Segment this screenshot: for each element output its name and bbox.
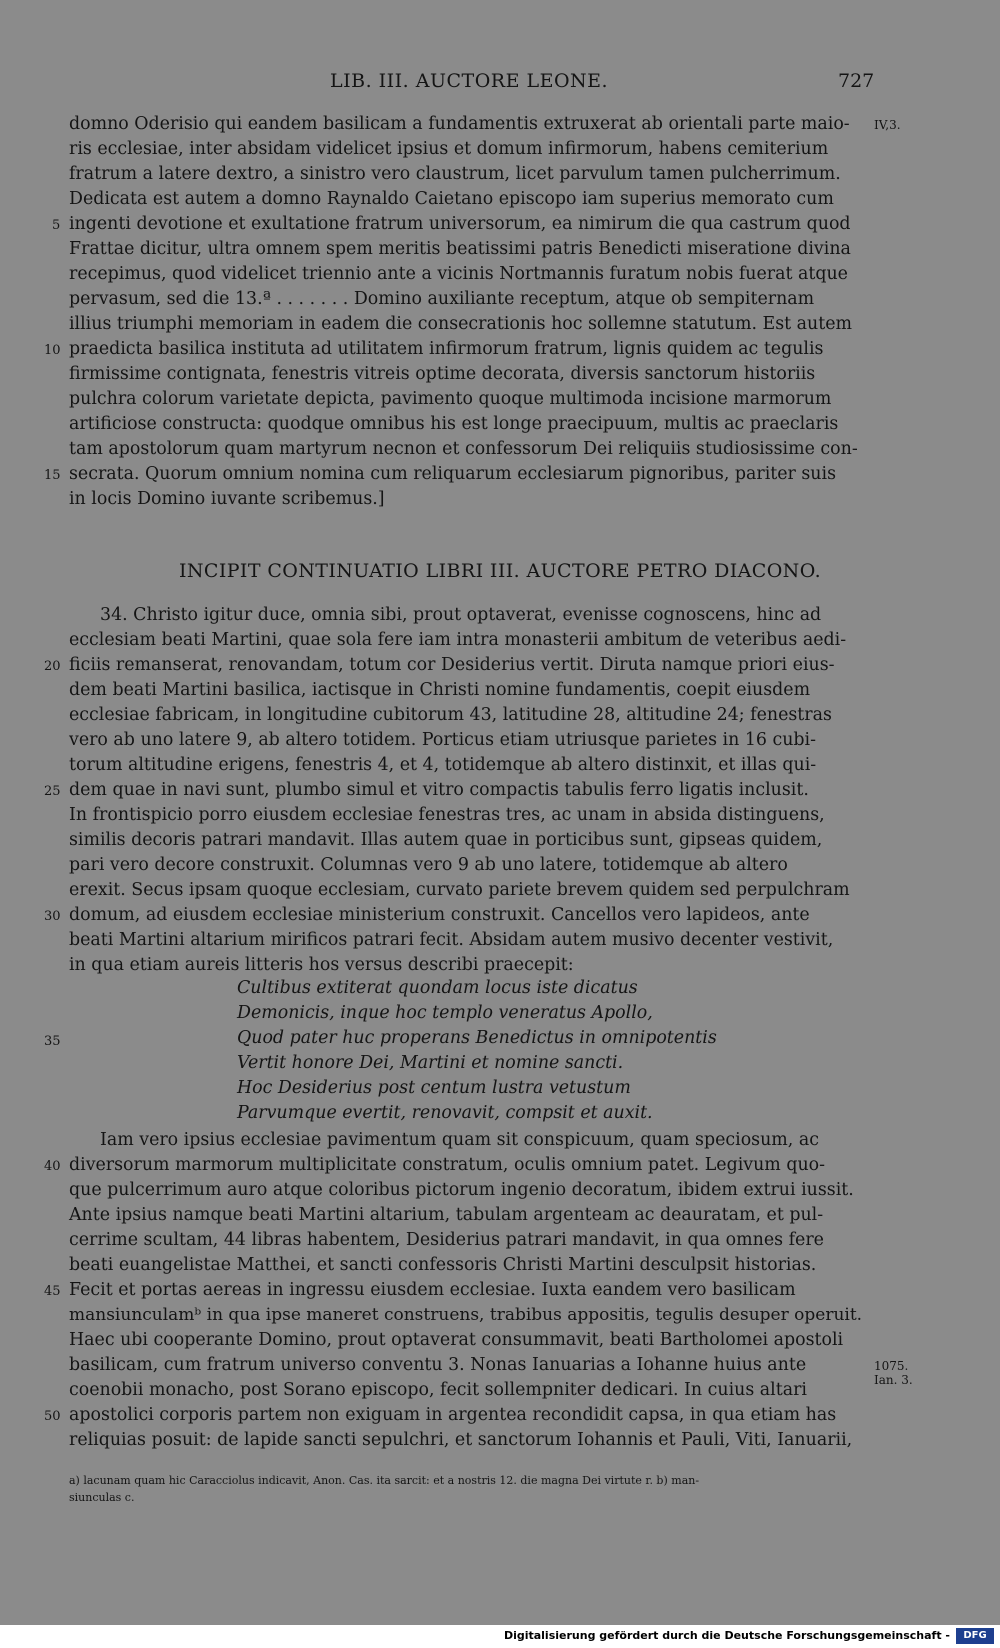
verse-line: Hoc Desiderius post centum lustra vetustum: [237, 1078, 631, 1098]
text-line: firmissime contignata, fenestris vitreis optime decorata, diversis sanctorum historiis: [69, 364, 816, 384]
text-line: ecclesiam beati Martini, quae sola fere iam intra monasterii ambitum de veteribus aedi-: [69, 630, 847, 650]
text-line: ecclesiae fabricam, in longitudine cubitorum 43, latitudine 28, altitudine 24; fenestras: [69, 705, 832, 725]
verse-line: Parvumque evertit, renovavit, compsit et auxit.: [237, 1103, 653, 1123]
line-number: 10: [44, 343, 61, 358]
line-number: 5: [52, 218, 61, 233]
verse-line: Vertit honore Dei, Martini et nomine sancti.: [237, 1053, 624, 1073]
text-line: illius triumphi memoriam in eadem die consecrationis hoc sollemne statutum. Est autem: [69, 314, 853, 334]
page-number: 727: [838, 70, 875, 92]
text-line: similis decoris patrari mandavit. Illas autem quae in porticibus sunt, gipseas quidem,: [69, 830, 823, 850]
text-line: 34. Christo igitur duce, omnia sibi, prout optaverat, evenisse cognoscens, hinc ad: [100, 605, 822, 625]
text-line: Fecit et portas aereas in ingressu eiusdem ecclesiae. Iuxta eandem vero basilicam: [69, 1280, 796, 1300]
text-line: apostolici corporis partem non exiguam in argentea recondidit capsa, in qua etiam has: [69, 1405, 837, 1425]
line-number: 25: [44, 784, 61, 799]
text-line: pari vero decore construxit. Columnas vero 9 ab uno latere, totidemque ab altero: [69, 855, 788, 875]
line-number: 20: [44, 659, 61, 674]
text-line: praedicta basilica instituta ad utilitatem infirmorum fratrum, lignis quidem ac tegulis: [69, 339, 824, 359]
line-number: 30: [44, 909, 61, 924]
footer-funding-text: Digitalisierung gefördert durch die Deutsche Forschungsgemeinschaft -: [503, 1629, 950, 1642]
verse-line: Cultibus extiterat quondam locus iste dicatus: [237, 978, 638, 998]
text-line: pulchra colorum varietate depicta, pavimento quoque multimoda incisione marmorum: [69, 389, 832, 409]
margin-note-date: Ian. 3.: [874, 1373, 913, 1387]
footnote-line: siunculas c.: [69, 1491, 135, 1504]
footer-bar: [0, 1625, 1000, 1648]
text-line: domno Oderisio qui eandem basilicam a fundamentis extruxerat ab orientali parte maio-: [69, 114, 850, 134]
text-line: torum altitudine erigens, fenestris 4, et 4, totidemque ab altero distinxit, et illas qui-: [69, 755, 817, 775]
text-line: pervasum, sed die 13.ª . . . . . . . Domino auxiliante receptum, atque ob sempiternam: [69, 289, 815, 309]
margin-note-year: 1075.: [874, 1359, 909, 1373]
text-line: que pulcerrimum auro atque coloribus pictorum ingenio decoratum, ibidem extrui iussit.: [69, 1180, 854, 1200]
running-header: [0, 70, 1000, 104]
line-number: 45: [44, 1284, 61, 1299]
text-line: Iam vero ipsius ecclesiae pavimentum quam sit conspicuum, quam speciosum, ac: [100, 1130, 819, 1150]
text-line: Frattae dicitur, ultra omnem spem meritis beatissimi patris Benedicti miseratione divina: [69, 239, 851, 259]
text-line: in qua etiam aureis litteris hos versus describi praecepit:: [69, 955, 574, 975]
text-line: fratrum a latere dextro, a sinistro vero claustrum, licet parvulum tamen pulcherrimum.: [69, 164, 841, 184]
text-line: domum, ad eiusdem ecclesiae ministerium construxit. Cancellos vero lapideos, ante: [69, 905, 810, 925]
text-line: ris ecclesiae, inter absidam videlicet ipsius et domum infirmorum, habens cemiterium: [69, 139, 829, 159]
text-line: basilicam, cum fratrum universo conventu 3. Nonas Ianuarias a Iohanne huius ante: [69, 1355, 807, 1375]
text-line: artificiose constructa: quodque omnibus his est longe praecipuum, multis ac praeclaris: [69, 414, 839, 434]
text-line: Ante ipsius namque beati Martini altarium, tabulam argenteam ac deauratam, et pul-: [69, 1205, 824, 1225]
text-line: Dedicata est autem a domno Raynaldo Caietano episcopo iam superius memorato cum: [69, 189, 834, 209]
text-line: in locis Domino iuvante scribemus.]: [69, 489, 385, 509]
text-line: dem beati Martini basilica, iactisque in Christi nomine fundamentis, coepit eiusdem: [69, 680, 811, 700]
verse-line: Demonicis, inque hoc templo veneratus Apollo,: [237, 1003, 653, 1023]
text-line: dem quae in navi sunt, plumbo simul et vitro compactis tabulis ferro ligatis inclusit.: [69, 780, 809, 800]
text-line: secrata. Quorum omnium nomina cum reliquarum ecclesiarum pignoribus, pariter suis: [69, 464, 836, 484]
verse-line: Quod pater huc properans Benedictus in omnipotentis: [237, 1028, 717, 1048]
line-number: 40: [44, 1159, 61, 1174]
line-number: 35: [44, 1034, 61, 1049]
text-line: recepimus, quod videlicet triennio ante a vicinis Nortmannis furatum nobis fuerat atque: [69, 264, 848, 284]
text-line: In frontispicio porro eiusdem ecclesiae fenestras tres, ac unam in absida distinguens,: [69, 805, 825, 825]
footnote-line: a) lacunam quam hic Caracciolus indicavit, Anon. Cas. ita sarcit: et a nostris 12. die magna Dei virtute r. b) man-: [69, 1474, 700, 1487]
margin-note: IV,3.: [874, 118, 901, 132]
text-line: coenobii monacho, post Sorano episcopo, fecit sollempniter dedicari. In cuius altari: [69, 1380, 807, 1400]
text-line: diversorum marmorum multiplicitate constratum, oculis omnium patet. Legivum quo-: [69, 1155, 825, 1175]
text-line: erexit. Secus ipsam quoque ecclesiam, curvato pariete brevem quidem sed perpulchram: [69, 880, 850, 900]
line-number: 15: [44, 468, 61, 483]
header-title: LIB. III. AUCTORE LEONE.: [330, 70, 609, 92]
text-line: beati Martini altarium mirificos patrari fecit. Absidam autem musivo decenter vestivit,: [69, 930, 834, 950]
text-line: tam apostolorum quam martyrum necnon et confessorum Dei reliquiis studiosissime con-: [69, 439, 858, 459]
dfg-logo[interactable]: DFG: [956, 1628, 994, 1644]
text-line: reliquias posuit: de lapide sancti sepulchri, et sanctorum Iohannis et Pauli, Viti, Ianuarii,: [69, 1430, 853, 1450]
text-line: Haec ubi cooperante Domino, prout optaverat consummavit, beati Bartholomei apostoli: [69, 1330, 844, 1350]
text-line: vero ab uno latere 9, ab altero totidem. Porticus etiam utriusque parietes in 16 cubi-: [69, 730, 816, 750]
text-line: ingenti devotione et exultatione fratrum universorum, ea nimirum die qua castrum quod: [69, 214, 851, 234]
text-line: mansiunculamᵇ in qua ipse maneret construens, trabibus appositis, tegulis desuper operuit.: [69, 1305, 863, 1325]
section-heading: INCIPIT CONTINUATIO LIBRI III. AUCTORE PETRO DIACONO.: [178, 560, 822, 582]
text-line: cerrime scultam, 44 libras habentem, Desiderius patrari mandavit, in qua omnes fere: [69, 1230, 824, 1250]
text-line: beati euangelistae Matthei, et sancti confessoris Christi Martini desculpsit historias.: [69, 1255, 817, 1275]
line-number: 50: [44, 1409, 61, 1424]
text-line: ficiis remanserat, renovandam, totum cor Desiderius vertit. Diruta namque priori eius-: [69, 655, 835, 675]
